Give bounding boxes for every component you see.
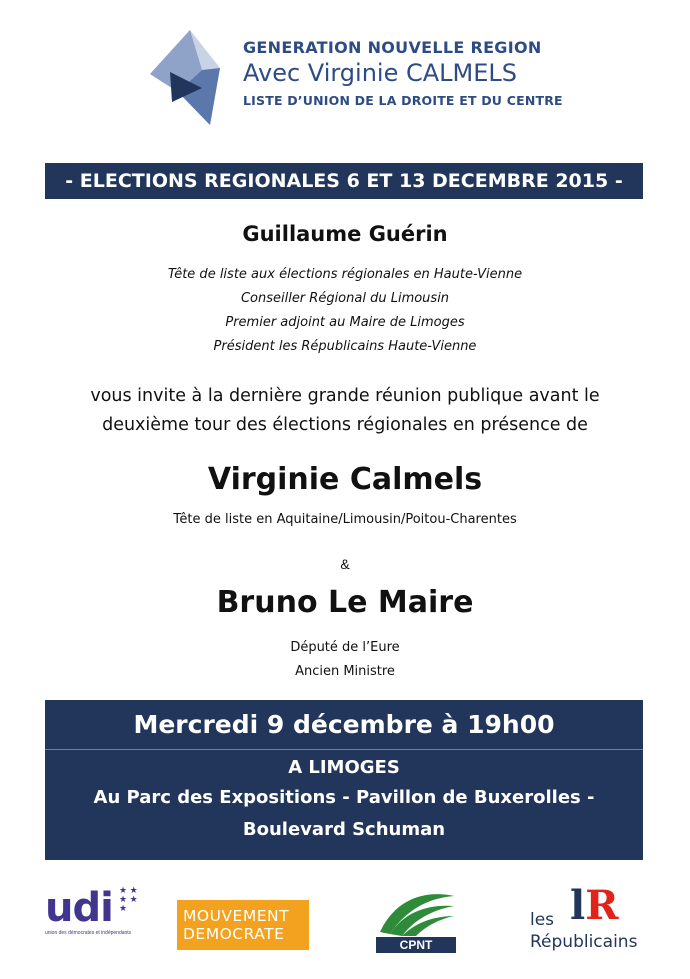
ampersand: & <box>340 556 350 572</box>
party-logos <box>0 880 690 970</box>
invitation-line: deuxième tour des élections régionales en présence de <box>102 415 588 435</box>
event-place: Au Parc des Expositions - Pavillon de Buxerolles - <box>93 787 595 808</box>
guest-title: Ancien Ministre <box>295 664 395 679</box>
header <box>150 28 570 128</box>
invitation-line: vous invite à la dernière grande réunion publique avant le <box>90 386 600 406</box>
udi-logo-word: udi <box>45 885 113 931</box>
modem-logo <box>177 900 309 950</box>
brand-line-3: LISTE D’UNION DE LA DROITE ET DU CENTRE <box>243 93 563 108</box>
host-title: Tête de liste aux élections régionales en Haute-Vienne <box>167 267 523 282</box>
udi-stars-icon: ★ ★ ★ ★ ★ <box>119 885 138 913</box>
lr-mark-letter: l <box>570 882 586 929</box>
host-titles <box>0 263 690 359</box>
event-city: A LIMOGES <box>288 757 400 778</box>
host-title: Conseiller Régional du Limousin <box>240 291 450 306</box>
udi-logo <box>45 886 145 946</box>
cpnt-logo <box>376 888 456 953</box>
brand-line-1: GENERATION NOUVELLE REGION <box>243 38 542 57</box>
udi-logo-tagline: union des démocrates et indépendants <box>45 930 132 936</box>
event-box <box>45 700 643 860</box>
lr-mark-letter: R <box>585 882 619 929</box>
event-date: Mercredi 9 décembre à 19h00 <box>45 700 643 750</box>
guest-name: Virginie Calmels <box>207 462 483 497</box>
modem-logo-line: DEMOCRATE <box>183 925 285 943</box>
guest-title: Tête de liste en Aquitaine/Limousin/Poitou-Charentes <box>173 512 517 527</box>
election-banner: - ELECTIONS REGIONALES 6 ET 13 DECEMBRE 2015 - <box>45 163 643 199</box>
host-title: Président les Républicains Haute-Vienne <box>213 339 477 354</box>
lr-mark-icon <box>570 882 618 929</box>
modem-logo-line: MOUVEMENT <box>183 907 290 925</box>
host-name: Guillaume Guérin <box>242 222 448 246</box>
brand-line-2: Avec Virginie CALMELS <box>243 59 518 87</box>
host-title: Premier adjoint au Maire de Limoges <box>225 315 465 330</box>
guest-title: Député de l’Eure <box>290 640 400 655</box>
lr-logo-republicains: Républicains <box>530 932 638 952</box>
les-republicains-logo <box>530 882 650 962</box>
star-logo-icon <box>150 30 220 125</box>
invitation-text <box>0 382 690 440</box>
event-place: Boulevard Schuman <box>242 819 446 840</box>
brand-text <box>243 38 563 108</box>
lr-logo-les: les <box>530 910 555 930</box>
cpnt-swoosh-icon <box>376 888 456 938</box>
guest-name: Bruno Le Maire <box>216 585 474 620</box>
guest-titles <box>0 636 690 684</box>
cpnt-logo-text: CPNT <box>376 937 456 953</box>
